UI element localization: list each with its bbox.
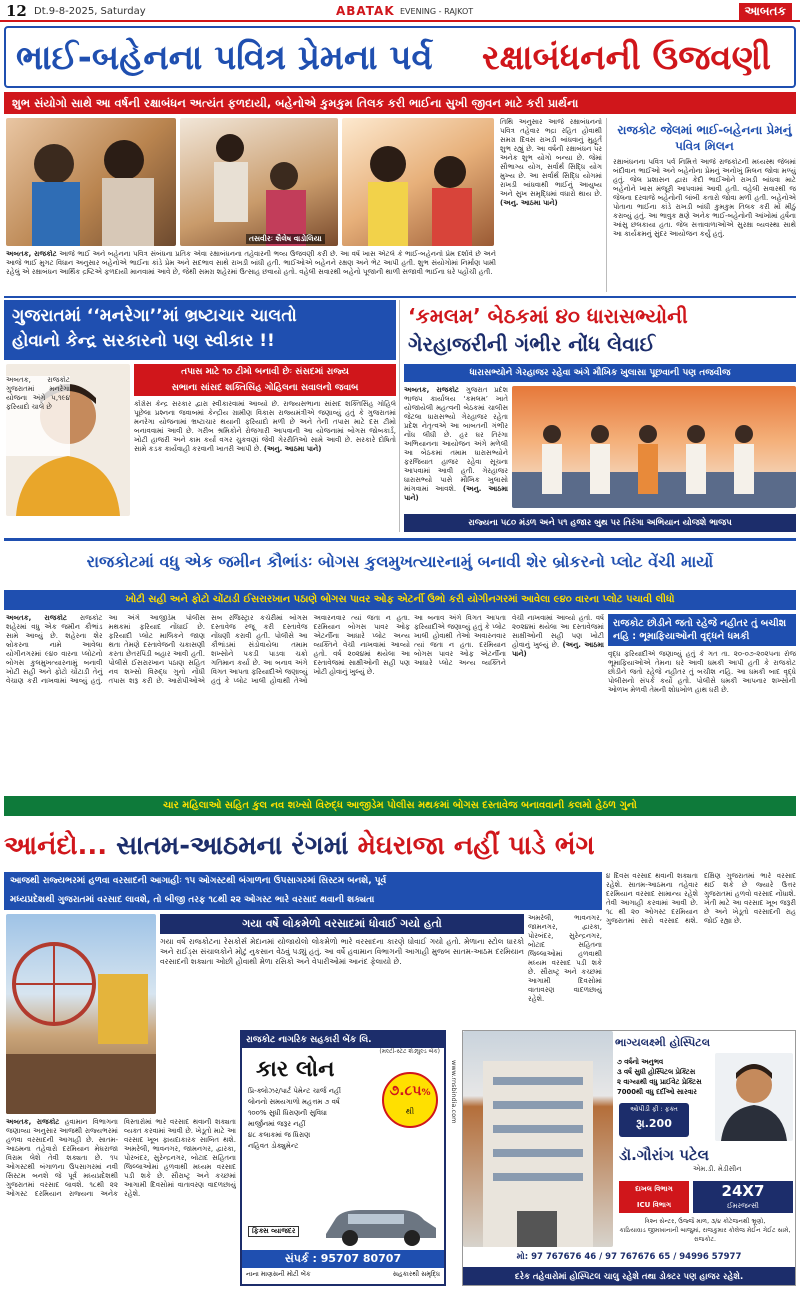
mgnrega-headline: [4, 300, 396, 360]
mgnrega-headline-a: ગુજરાતમાં ‘‘મનરેગા’’માં ભ્રષ્ટાચાર ચાલતો: [12, 306, 297, 326]
kamalam-caption: રાજ્યના ૫૮૦ મંડળ અને ૫૧ હજાર બુથ પર તિરંગા અભિયાન યોજશે ભાજપ: [404, 514, 796, 532]
hospital-addr2: કાઠિયાવાડ જીમખાનાની બાજુમાં, રાજકુમાર કોલેજ મેઈન ગેઈટ સામે, રાજકોટ.: [619, 1227, 791, 1243]
rain-fair-photo: [6, 914, 156, 1114]
hospital-feat3: ૨ વાગ્યાથી વધુ પ્રાઈવેટ પ્રેક્ટિસ: [617, 1078, 702, 1086]
ad-bank-line3: ૧૦૦% સુધી ધિરાણની સુવિધા: [248, 1109, 328, 1117]
rain-box-body: ગયા વર્ષે રાજકોટના રેસકોર્સ મેદાનમાં યોજાયેલો લોકમેળો ભારે વરસાદના કારણે ધોવાઈ ગયો હતો. મેળાના સ્ટોલ ધારકો અને રાઈડ્સ સંચાલકોને મોટું નુકસાન વેઠવું પડ્યું હતું. આ વર્ષે હવામાન વિભાગની આગાહી મુજબ સાતમ-આઠમ દરમિયાન વરસાદની શક્યતા ઓછી હોવાથી મેળા રસિકો અને વેપારીઓમાં આનંદ ફેલાયો છે.: [160, 937, 524, 966]
photo-credit: તસવીરઃ શૈલેષ વાડોલિયા: [246, 234, 325, 244]
raksha-headline-b: રક્ષાબંધનની ઉજવણી: [482, 38, 771, 78]
rain-subhead-2: મધ્યપ્રદેશથી ગુજરાતમાં વરસાદ લાવશે, તો બીજી તરફ ૧૮થી ૨૨ ઓગસ્ટ ભારે વરસાદ થવાની શક્યતા: [10, 895, 375, 905]
raksha-photo-1: [6, 118, 176, 246]
raksha-photo-3: [342, 118, 494, 246]
raksha-photo-2: [180, 118, 338, 246]
rain-mid-col: અમરેલી, ભાવનગર, જામનગર, દ્વારકા, પોરબંદર, સુરેન્દ્રનગર, બોટાદ સહિતના જિલ્લાઓમાં હળવાથી મધ્યમ વરસાદ પડી શકે છે. સૌરાષ્ટ્ર અને કચ્છમાં આગામી દિવસોમાં વાતાવરણ વાદળછાયું રહેશે.: [528, 914, 602, 1003]
mgnrega-side: અબતક, રાજકોટ ગુજરાતમાં મનરેગા યોજના અંગે ૫,૧૯૪ ફરિયાદો ચાલે છે: [6, 376, 70, 456]
land-bottom-bar: ચાર મહિલાઓ સહિત કુલ નવ શખ્સો વિરુદ્ધ આજીડેમ પોલીસ મથકમાં બોગસ દસ્તાવેજ બનાવવાની કલમો હેઠળ ગુનો: [4, 796, 796, 816]
ad-bank-line2: લોનનો સમયગાળો મહત્તમ ૭ વર્ષ: [248, 1098, 340, 1106]
kamalam-dateline: અબતક, રાજકોટ: [404, 386, 459, 394]
land-body3-text: આ બનાવ અંગે વિગત આપતા ફરિયાદીએ જણાવ્યું હતું કે પ્લોટ ખાલી હોવાથી તેઓ અવારનવાર ત્યાં જતા ન હતા. દરમિયાન બોગસ પાવર ઓફ એટર્નીના આધારે પ્લોટ અન્ય વ્યક્તિને વેચી નાખવામાં આવ્યો હતો. વર્ષ ૨૦૨૪માં થયેલા આ દસ્તાવેજમાં સાક્ષીઓની સહી પણ ખોટી હોવાનું ખુલ્યું છે.: [414, 614, 604, 667]
car-illustration: [320, 1200, 440, 1246]
hospital-address: [615, 1217, 795, 1244]
rain-headline-a: આનંદો...: [4, 831, 108, 861]
hospital-icu-1: દાખલ વિભાગ: [635, 1185, 673, 1193]
land-threat-box: [608, 614, 796, 792]
hospital-doctor: ડૉ.ગૌરાંગ પટેલ: [619, 1146, 710, 1164]
rain-headline: [4, 822, 796, 870]
ad-bank-rate: ૭.૮૫: [389, 1083, 422, 1099]
rain-body: [6, 1118, 236, 1286]
raksha-headline: [4, 26, 796, 88]
rain-dateline: અબતક, રાજકોટ: [6, 1118, 60, 1126]
hospital-icu: [619, 1181, 689, 1213]
divider-1: [4, 296, 796, 298]
ad-bank-rate-suffix: %: [421, 1088, 431, 1098]
ad-bank-fixed: ફિક્સ વ્યાજદર: [248, 1226, 299, 1237]
land-body2-text: આ બનાવ અંગે વિગત આપતા ફરિયાદીએ જણાવ્યું હતું કે પ્લોટ ખાલી હોવાથી તેઓ અવારનવાર ત્યાં જતા ન હતા. દરમિયાન બોગસ પાવર ઓફ એટર્નીના આધારે પ્લોટ અન્ય વ્યક્તિને વેચી નાખવામાં આવ્યો હતો. વર્ષ ૨૦૨૪માં થયેલા આ દસ્તાવેજમાં સાક્ષીઓની સહી પણ ખોટી હોવાનું ખુલ્યું છે.: [211, 614, 410, 685]
rain-headline-d: મેઘરાજા નહીં: [357, 831, 500, 861]
land-headline: રાજકોટમાં વધુ એક જમીન કૌભાંડઃ બોગસ કુલમુખત્યારનામું બનાવી શેર બ્રોકરનો પ્લોટ વેંચી માર્યો: [4, 538, 796, 586]
rain-subhead: [4, 872, 602, 910]
doctor-photo: [715, 1053, 793, 1141]
masthead: [0, 0, 800, 22]
issue-date: Dt.9-8-2025, Saturday: [34, 6, 146, 17]
hospital-building-art: [463, 1031, 613, 1247]
mgnrega-subhead: [134, 364, 396, 396]
ad-bank: [240, 1030, 446, 1286]
hospital-feat1: ૭ વર્ષનો અનુભવ: [617, 1058, 664, 1066]
ad-bank-foot: [246, 1270, 440, 1279]
kamalam-photo: [512, 386, 796, 508]
land-body: [6, 614, 410, 792]
land-dateline: અબતક, રાજકોટ: [6, 614, 67, 622]
raksha-body-2: [500, 118, 602, 286]
kamalam-headline-b: ગેરહાજરીની ગંભીર નોંધ લેવાઈ: [408, 332, 656, 356]
raksha-body-text: આજે ભાઈ અને બહેનના પવિત્ર સંબંધના પ્રતિક એવા રક્ષાબંધનના તહેવારની ભવ્ય ઉજવણી કરી છે. આ વર્ષ ખાસ એટલે કે ભાઈ-બહેનનો પ્રેમ દર્શાવે છે અને આજે ભાઈ મુગટ વિધાન અનુસાર બહેનોએ ભાઈના કાંડે પ્રેમ અને સદભાવ સાથે રાખડી બાંધી હતી. ભાઈઓએ બહેનને રક્ષણ અને ભેટ આપી હતી. શુભ સંયોગોમાં નિર્માણ પામી રહેલું એ રક્ષાબંધન આર્થિક દ્રષ્ટિએ ફળદાયી માનવામાં આવે છે, જેથી સમગ્ર શહેરમાં ઉત્સાહ છવાયો હતો. વહેલી સવારથી બહેનો પૂજાની થાળી સજાવી ભાઈના ઘરે પહોંચી હતી.: [6, 250, 496, 276]
kamalam-continued: (અનુ. આઠમા પાને): [404, 485, 508, 502]
raksha-subhead: શુભ સંયોગો સાથે આ વર્ષની રક્ષાબંધન અત્યંત ફળદાયી, બહેનોએ કુમકુમ તિલક કરી ભાઈના સુખી જીવન માટે કરી પ્રાર્થના: [4, 92, 796, 114]
land-subhead: ખોટી સહી અને ફોટો ચોંટાડી ઈસરારખાન પઠાણે બોગસ પાવર ઓફ એટર્ની ઉભો કરી યોગીનગરમાં આવેલા ૯૪૦ વારના પ્લોટ પચાવી લીધો: [4, 590, 796, 610]
mgnrega-body: [134, 400, 396, 530]
hospital-feat4: 7000થી વધુ દર્દીઓ સારવાર: [617, 1088, 697, 1096]
hospital-icu-2: ICU વિભાગ: [636, 1201, 672, 1209]
raksha-continued: (અનુ. આઠમા પાને): [500, 199, 558, 207]
doctor-photo-art: [715, 1053, 793, 1141]
mgnrega-subhead-2: સભાના સાંસદ શક્તિસિંહ ગોહિલના સવાલનો જવાબ: [171, 383, 359, 393]
land-body-3: [414, 614, 604, 792]
mgnrega-continued: (અનુ. આઠમા પાને): [263, 445, 322, 453]
ad-hospital: [462, 1030, 796, 1286]
raksha-photo-3-art: [342, 118, 494, 246]
rain-body2-text: અમરેલી, ભાવનગર, જામનગર, દ્વારકા, પોરબંદર, સુરેન્દ્રનગર, બોટાદ સહિતના જિલ્લાઓમાં હળવાથી મધ્યમ વરસાદ પડી શકે છે. સૌરાષ્ટ્ર અને કચ્છમાં આગામી દિવસોમાં વાતાવરણ વાદળછાયું રહેશે.: [124, 1145, 236, 1198]
hospital-addr1: ત્રિશ્ન સેન્ટર, ઉજ્જૈ માળ, ૩/૪ કોટેજનથી ભ્રૂણો,: [644, 1218, 766, 1225]
ad-bank-name: રાજકોટ નાગરિક સહકારી બેંક લિ.: [242, 1032, 444, 1048]
kamalam-body: [404, 386, 508, 510]
ad-bank-line6: નહિવત ડોક્યુમેન્ટ: [248, 1142, 299, 1150]
hospital-emergency: ઈમરજન્સી: [727, 1202, 759, 1210]
paper-logo: આબતક: [739, 3, 792, 20]
raksha-photo-1-art: [6, 118, 176, 246]
ad-bank-tag: (મલ્ટી-સ્ટેટ શેડ્યુલ્ડ બેંક): [379, 1048, 440, 1055]
ad-bank-contact: સંપર્ક : 95707 80707: [242, 1250, 444, 1268]
ad-bank-rate-badge: [382, 1072, 438, 1128]
kamalam-body-text: ગુજરાત પ્રદેશ ભાજપ કાર્યાલય ‘કમલમ’ ખાતે યોજાયેલી મહત્વની બેઠકમાં ચાલીસ જેટલા ધારાસભ્યો ગેરહાજર રહેતા પ્રદેશ નેતૃત્વએ આ બાબતની ગંભીર નોંધ લીધી છે. હર ઘર તિરંગા અભિયાનના આયોજન અંગે મળેલી આ બેઠકમાં તમામ ધારાસભ્યોને ફરજિયાત હાજર રહેવા સૂચના આપવામાં આવી હતી. ગેરહાજર ધારાસભ્યો પાસે મૌખિક ખુલાસો માંગવામાં આવશે.: [404, 386, 508, 493]
hospital-24x7: [693, 1181, 793, 1213]
kamalam-headline: [404, 300, 796, 360]
ad-bank-url: www.rnsbindia.com: [450, 1060, 458, 1124]
hospital-degree: એમ.ડી. મેડીસીન: [693, 1165, 742, 1173]
rain-box-title: ગયા વર્ષે લોકમેળો વરસાદમાં ધોવાઈ ગયો હતો: [160, 914, 524, 934]
col-rule-mid: [399, 300, 400, 532]
hospital-footer: દરેક તહેવારોમાં હોસ્પિટલ ચાલુ રહેશે તથા ડોક્ટર પણ હાજર રહેશે.: [463, 1267, 795, 1286]
ad-bank-foot-right: સહકારથી સમૃદ્ધિ: [392, 1270, 440, 1278]
ad-bank-foot-left: નાના માણસની મોટી બેંક: [246, 1270, 311, 1278]
hospital-opd-fee: રૂા.200: [636, 1117, 672, 1130]
rain-right-col: ૪ દિવસ વરસાદ થવાની શક્યતા રહેશે. સાતમ-આઠમના તહેવાર દરમિયાન વરસાદ સામાન્ય રહેશે તેવી આગાહી કરવામાં આવી છે. ૧૮ થી ૨૦ ઓગસ્ટ દરમિયાન ગુજરાતમાં સારો વરસાદ થશે. દક્ષિણ ગુજરાતમાં ભારે વરસાદ થઈ શકે છે જ્યારે ઉત્તર ગુજરાતમાં હળવો વરસાદ નોંધાશે. ખેતી માટે આ વરસાદ ખૂબ જરૂરી છે અને ખેડૂતો વરસાદની રાહ જોઈ રહ્યા છે.: [606, 872, 796, 925]
hospital-opd-label: ઓપીડી ફી : ફક્ત: [630, 1105, 678, 1113]
rain-headline-e: પાડે ભંગ: [508, 831, 595, 861]
page-number: 12: [6, 2, 27, 20]
ad-bank-rate-from: થી: [405, 1107, 415, 1116]
land-box-body: વૃદ્ધ ફરિયાદીએ જણાવ્યું હતું કે ગત તા. ૨૦-૦૭-૨૦૨૫ના રોજ ભૂમાફિયાઓએ તેમના ઘરે આવી ધમકી આપી હતી કે રાજકોટ છોડીને જતો રહેજે નહીતર તું બચીશ નહિ. આ ધમકી બાદ વૃદ્ધે પોલીસનો સંપર્ક કર્યો હતો. પોલીસે ધમકી આપનાર શખ્સોની ઓળખ મેળવી તેમની શોધખોળ હાથ ધરી છે.: [608, 650, 796, 694]
land-body-text: રાજકોટ શહેરમાં વધુ એક જમીન કૌભાંડ સામે આવ્યું છે. શહેરના શેર બ્રોકરના નામે આવેલા યોગીનગરમાં ૯૪૦ વારના પ્લોટનો બોગસ કુલમુખત્યારનામું બનાવી ખોટી સહી અને ફોટો ચોંટાડી તેનું વેચાણ કરી નાખવામાં આવ્યું હતું. આ અંગે આજીડેમ પોલીસ મથકમાં ફરિયાદ નોંધાઈ છે. ફરિયાદી પ્લોટ માલિકને જાણ થતા તેમણે દસ્તાવેજની ચકાસણી કરતા છેતરપિંડી બહાર આવી હતી. પોલીસે ઈસરારખાન પઠાણ સહિત નવ શખ્સો વિરુદ્ધ ગુનો નોંધી તપાસ શરૂ કરી છે. આરોપીઓએ સબ રજિસ્ટ્રાર કચેરીમાં બોગસ દસ્તાવેજ રજૂ કરી દસ્તાવેજ નોંધણી કરાવી હતી. પોલીસે આ કૌભાંડમાં સંડોવાયેલા તમામ શખ્સોને પકડી પાડવા ચક્રો ગતિમાન કર્યા છે.: [6, 614, 308, 685]
raksha-headline-a: ભાઈ-બહેનના પવિત્ર પ્રેમના પર્વ: [16, 38, 433, 78]
kamalam-subhead: ધારાસભ્યોને ગેરહાજર રહેવા અંગે મૌખિક ખુલાસા પૂછવાની પણ તજવીજ: [404, 364, 796, 382]
mgnrega-headline-b: હોવાનો કેન્દ્ર સરકારનો પણ સ્વીકાર !!: [12, 331, 275, 351]
raksha-body2-text: તિથિ અનુસાર આજે રક્ષાબંધનનો પવિત્ર તહેવાર ભદ્રા રહિત હોવાથી સમગ્ર દિવસ રાખડી બાંધવાનું મુહૂર્ત શુભ રહ્યું છે. આ વર્ષની રક્ષાબંધન પર અનેક શુભ યોગો બન્યા છે. જેમાં સૌભાગ્ય યોગ, સર્વાર્થ સિદ્ધિ યોગ મુખ્ય છે. આ સર્વાર્થ સિદ્ધિ યોગમાં રાખડી બાંધવાથી ભાઈનું આયુષ્ય અને સુખ સમૃદ્ધિમાં વધારો થાય છે.: [500, 118, 602, 198]
hospital-h24: 24X7: [721, 1182, 765, 1200]
hospital-opd: [619, 1103, 689, 1137]
hospital-feat2: ૩ વર્ષ સુધી હોસ્પિટલ પ્રેક્ટિસ: [617, 1068, 696, 1076]
paper-edition: EVENING - RAJKOT: [400, 7, 474, 16]
ad-bank-line1: પ્રિ-ક્લોઝર/પાર્ટ પેમેન્ટ ચાર્જ નહીં: [248, 1087, 341, 1095]
ad-bank-title: કાર લોન: [256, 1057, 335, 1082]
land-box-title: રાજકોટ છોડીને જતો રહેજે નહીતર તું બચીશ નહિ : ભૂમાફિયાઓની વૃદ્ધને ધમકી: [608, 614, 796, 646]
rain-subhead-1: આજથી રાજ્યભરમાં હળવા વરસાદની આગાહીઃ ૧૫ ઓગસ્ટથી બંગાળના ઉપસાગરમાં સિસ્ટમ બનશે, પૂર્વ: [10, 876, 387, 886]
raksha-photo-2-art: [180, 118, 338, 246]
hospital-building-photo: [463, 1031, 613, 1247]
rain-body-text: હવામાન વિભાગના જણાવ્યા અનુસાર આજથી રાજ્યભરમાં હળવા વરસાદની આગાહી છે. સાતમ-આઠમના તહેવારો દરમિયાન મેઘરાજા વિરામ લેશે તેવી શક્યતા છે. ૧૫ ઓગસ્ટથી બંગાળના ઉપસાગરમાં નવી સિસ્ટમ બનશે જે પૂર્વ મધ્યપ્રદેશથી ગુજરાતમાં વરસાદ લાવશે. ૧૮થી ૨૨ ઓગસ્ટ દરમિયાન રાજ્યના અનેક વિસ્તારોમાં ભારે વરસાદ થવાની શક્યતા વ્યક્ત કરવામાં આવી છે. ખેડૂતો માટે આ વરસાદ ખૂબ ફાયદાકારક સાબિત થશે.: [6, 1118, 236, 1198]
jail-title: રાજકોટ જેલમાં ભાઈ-બહેનના પ્રેમનું પવિત્ર મિલન: [617, 123, 792, 153]
paper-name: ABATAK: [336, 4, 395, 18]
land-continued: (અનુ. આઠમા પાને): [512, 641, 604, 658]
ad-bank-line4: માર્જીનમાં જરૂર નહીં: [248, 1120, 306, 1128]
mgnrega-body-text: કોંગ્રેસ કેન્દ્ર સરકાર દ્વારા સ્વીકારવામાં આવ્યો છે. રાજ્યસભાના સાંસદ શક્તિસિંહ ગોહિલે પૂછેલા પ્રશ્નના જવાબમાં કેન્દ્રીય ગ્રામીણ વિકાસ રાજ્યમંત્રીએ જણાવ્યું હતું કે ગુજરાતમાં મનરેગા યોજનામાં ભ્રષ્ટાચાર થયાની ફરિયાદો મળી છે અને તેની તપાસ માટે દસ ટીમો બનાવવામાં આવી છે. ગરીબ શ્રમિકોને રોજગારી આપવાની આ યોજનામાં બોગસ જોબકાર્ડ, ખોટી હાજરી અને કામ કર્યા વગર ચુકવણાં જેવી ગેરરીતિઓ સામે આવી છે. સરકારે દોષિતો સામે કડક કાર્યવાહી કરવાની ખાતરી આપી છે.: [134, 400, 396, 453]
ad-bank-line5: ૪૮ કલાકમાં જ ધિરાણ: [248, 1131, 311, 1139]
hospital-name: ભાગ્યલક્ષ્મી હોસ્પિટલ: [615, 1036, 711, 1049]
mgnrega-subhead-1: તપાસ માટે ૧૦ ટીમો બનાવી છેઃ સંસદમાં રાજ્ય: [181, 367, 349, 377]
jail-body: રક્ષાબંધનના પવિત્ર પર્વ નિમિત્તે આજે રાજકોટની મધ્યસ્થ જેલમાં બંદીવાન ભાઈઓ અને બહેનોના પ્રેમનું અનોખું મિલન જોવા મળ્યું હતું. જેલ પ્રશાસન દ્વારા કેદી ભાઈઓને રાખડી બાંધવા માટે બહેનોને ખાસ મંજૂરી આપવામાં આવી હતી. વહેલી સવારથી જ જેલના દરવાજે બહેનોની લાંબી કતારો જોવા મળી હતી. બહેનોએ પોતાના ભાઈના કાંડે રાખડી બાંધી કુમકુમ તિલક કરી મોં મીઠું કરાવ્યું હતું. આ ભાવુક ક્ષણે અનેક ભાઈ-બહેનોની આંખોમાં હર્ષના આંસુ છલકાયા હતા. જેલ સત્તાવાળાઓએ સુરક્ષા વ્યવસ્થા સાથે આ કાર્યક્રમનું સુંદર આયોજન કર્યું હતું.: [613, 158, 796, 238]
hospital-phones: મો: 97 767676 46 / 97 767676 65 / 94996 57977: [516, 1252, 742, 1262]
rain-fair-box: [160, 914, 524, 1026]
rain-headline-b: સાતમ-આઠમના: [116, 831, 283, 861]
jail-box: [606, 118, 796, 292]
rain-fair-photo-art: [6, 914, 156, 1114]
raksha-body-1: [6, 250, 496, 292]
kamalam-headline-a: ‘કમલમ’ બેઠકમાં ૪૦ ધારાસભ્યોની: [408, 304, 688, 328]
raksha-dateline: અબતક, રાજકોટ: [6, 250, 57, 258]
rain-headline-c: રંગમાં: [291, 831, 349, 861]
kamalam-photo-art: [512, 386, 796, 508]
